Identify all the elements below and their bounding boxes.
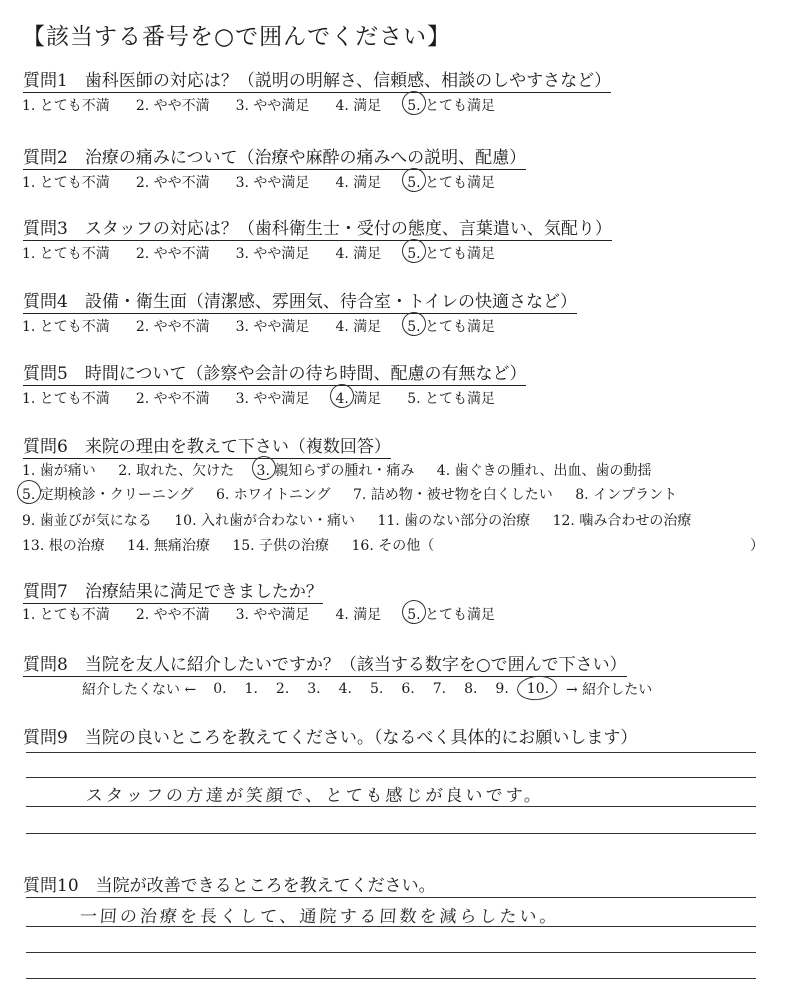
- q10-line-1: [26, 897, 756, 898]
- q8-scale-2[interactable]: 2.: [275, 681, 290, 697]
- q8-scale-9[interactable]: 9.: [495, 681, 509, 697]
- q4-option-2[interactable]: 2. やや不満: [135, 319, 210, 335]
- q5-title: 質問5 時間について（診察や会計の待ち時間、配慮の有無など）: [23, 359, 526, 386]
- q6-other-close-paren: ）: [750, 538, 764, 554]
- q8-scale-3[interactable]: 3.: [307, 681, 321, 697]
- q6-row-2: [22, 484, 695, 504]
- q1-option-3[interactable]: 3. やや満足: [235, 98, 310, 114]
- q2-option-4[interactable]: 4. 満足: [335, 175, 382, 191]
- q6-option-15[interactable]: 15. 子供の治療: [232, 538, 330, 554]
- q8-title: 質問8 当院を友人に紹介したいですか？（該当する数字を○で囲んで下さい）: [23, 650, 627, 677]
- q6-option-3[interactable]: 3. 親知らずの腫れ・痛み: [257, 460, 415, 480]
- q8-scale-8[interactable]: 8.: [464, 681, 478, 697]
- q3-title: 質問3 スタッフの対応は？（歯科衛生士・受付の態度、言葉遣い、気配り）: [23, 214, 612, 241]
- q2-option-1[interactable]: 1. とても不満: [22, 175, 110, 191]
- q6-option-12[interactable]: 12. 噛み合わせの治療: [552, 513, 692, 529]
- q6-option-7[interactable]: 7. 詰め物・被せ物を白くしたい: [353, 487, 553, 503]
- q5-option-2[interactable]: 2. やや不満: [135, 391, 210, 407]
- q6-option-1[interactable]: 1. 歯が痛い: [22, 463, 96, 479]
- q10-handwritten-answer[interactable]: 一回の治療を長くして、通院する回数を減らしたい。: [79, 907, 561, 927]
- q4-option-3[interactable]: 3. やや満足: [235, 319, 310, 335]
- q9-title: 質問9 当院の良いところを教えてください。（なるべく具体的にお願いします）: [23, 728, 638, 748]
- q5-option-1[interactable]: 1. とても不満: [22, 391, 110, 407]
- q2-option-3[interactable]: 3. やや満足: [235, 175, 310, 191]
- q9-handwritten-answer[interactable]: スタッフの方達が笑顔で、とても感じが良いです。: [85, 786, 545, 806]
- q7-option-4[interactable]: 4. 満足: [335, 607, 382, 623]
- q1-options: [22, 95, 521, 115]
- q1-option-5[interactable]: 5. とても満足: [407, 95, 495, 115]
- q7-option-5[interactable]: 5. とても満足: [407, 604, 495, 624]
- q8-scale: [74, 679, 660, 699]
- q6-option-14[interactable]: 14. 無痛治療: [127, 538, 210, 554]
- q6-row-3: [22, 510, 709, 530]
- q3-option-4[interactable]: 4. 満足: [335, 246, 382, 262]
- q6-row-1: [22, 460, 669, 480]
- q8-scale-5[interactable]: 5.: [369, 681, 384, 697]
- q9-line-2: [26, 777, 756, 778]
- q6-row-4: [22, 535, 772, 555]
- q5-option-4[interactable]: 4. 満足: [335, 388, 381, 408]
- q9-line-1: [26, 752, 756, 753]
- q4-title: 質問4 設備・衛生面（清潔感、雰囲気、待合室・トイレの快適さなど）: [23, 287, 577, 314]
- q8-scale-4[interactable]: 4.: [338, 681, 352, 697]
- q9-line-4: [26, 833, 756, 834]
- q8-scale-6[interactable]: 6.: [401, 681, 415, 697]
- q7-option-2[interactable]: 2. やや不満: [135, 607, 210, 623]
- q4-options: [22, 316, 521, 336]
- q6-title: 質問6 来院の理由を教えて下さい（複数回答）: [23, 432, 391, 459]
- q3-option-2[interactable]: 2. やや不満: [135, 246, 210, 262]
- q3-option-1[interactable]: 1. とても不満: [22, 246, 110, 262]
- sheet-heading: 【該当する番号を○で囲んでください】: [22, 24, 452, 50]
- q6-option-11[interactable]: 11. 歯のない部分の治療: [377, 513, 531, 529]
- q8-right-label: → 紹介したい: [566, 682, 653, 698]
- q6-option-2[interactable]: 2. 取れた、欠けた: [118, 463, 235, 479]
- q8-scale-1[interactable]: 1.: [244, 681, 258, 697]
- q10-title: 質問10 当院が改善できるところを教えてください。: [23, 876, 436, 896]
- q2-options: [22, 172, 521, 192]
- q1-option-1[interactable]: 1. とても不満: [22, 98, 110, 114]
- q6-option-10[interactable]: 10. 入れ歯が合わない・痛い: [174, 513, 355, 529]
- q8-scale-0[interactable]: 0.: [213, 681, 227, 697]
- q1-option-4[interactable]: 4. 満足: [335, 98, 382, 114]
- q8-left-label: 紹介したくない ←: [82, 682, 197, 698]
- q6-option-13[interactable]: 13. 根の治療: [22, 538, 105, 554]
- q3-option-5[interactable]: 5. とても満足: [407, 243, 495, 263]
- q6-option-16[interactable]: 16. その他（: [351, 538, 435, 554]
- q8-scale-10[interactable]: 10.: [526, 681, 550, 697]
- q6-option-4[interactable]: 4. 歯ぐきの腫れ、出血、歯の動揺: [436, 463, 652, 479]
- q3-options: [22, 243, 521, 263]
- q6-option-9[interactable]: 9. 歯並びが気になる: [22, 513, 152, 529]
- q6-option-8[interactable]: 8. インプラント: [575, 487, 678, 503]
- q10-line-4: [26, 978, 756, 979]
- q5-options: [22, 388, 521, 408]
- q7-option-3[interactable]: 3. やや満足: [235, 607, 310, 623]
- q4-option-4[interactable]: 4. 満足: [335, 319, 382, 335]
- q4-option-5[interactable]: 5. とても満足: [407, 316, 495, 336]
- q7-title: 質問7 治療結果に満足できましたか？: [23, 577, 323, 604]
- q9-line-3: [26, 806, 756, 807]
- q2-option-5[interactable]: 5. とても満足: [407, 172, 495, 192]
- q6-option-6[interactable]: 6. ホワイトニング: [215, 487, 331, 503]
- q7-options: [22, 604, 521, 624]
- q3-option-3[interactable]: 3. やや満足: [235, 246, 310, 262]
- q10-line-3: [26, 952, 756, 953]
- q7-option-1[interactable]: 1. とても不満: [22, 607, 110, 623]
- q6-option-5[interactable]: 5. 定期検診・クリーニング: [22, 484, 194, 504]
- q8-scale-7[interactable]: 7.: [432, 681, 447, 697]
- q5-option-5[interactable]: 5. とても満足: [407, 391, 496, 407]
- q2-option-2[interactable]: 2. やや不満: [135, 175, 210, 191]
- q4-option-1[interactable]: 1. とても不満: [22, 319, 110, 335]
- q1-option-2[interactable]: 2. やや不満: [135, 98, 210, 114]
- q5-option-3[interactable]: 3. やや満足: [235, 391, 310, 407]
- q2-title: 質問2 治療の痛みについて（治療や麻酔の痛みへの説明、配慮）: [23, 143, 526, 170]
- q1-title: 質問1 歯科医師の対応は？（説明の明解さ、信頼感、相談のしやすさなど）: [23, 66, 611, 93]
